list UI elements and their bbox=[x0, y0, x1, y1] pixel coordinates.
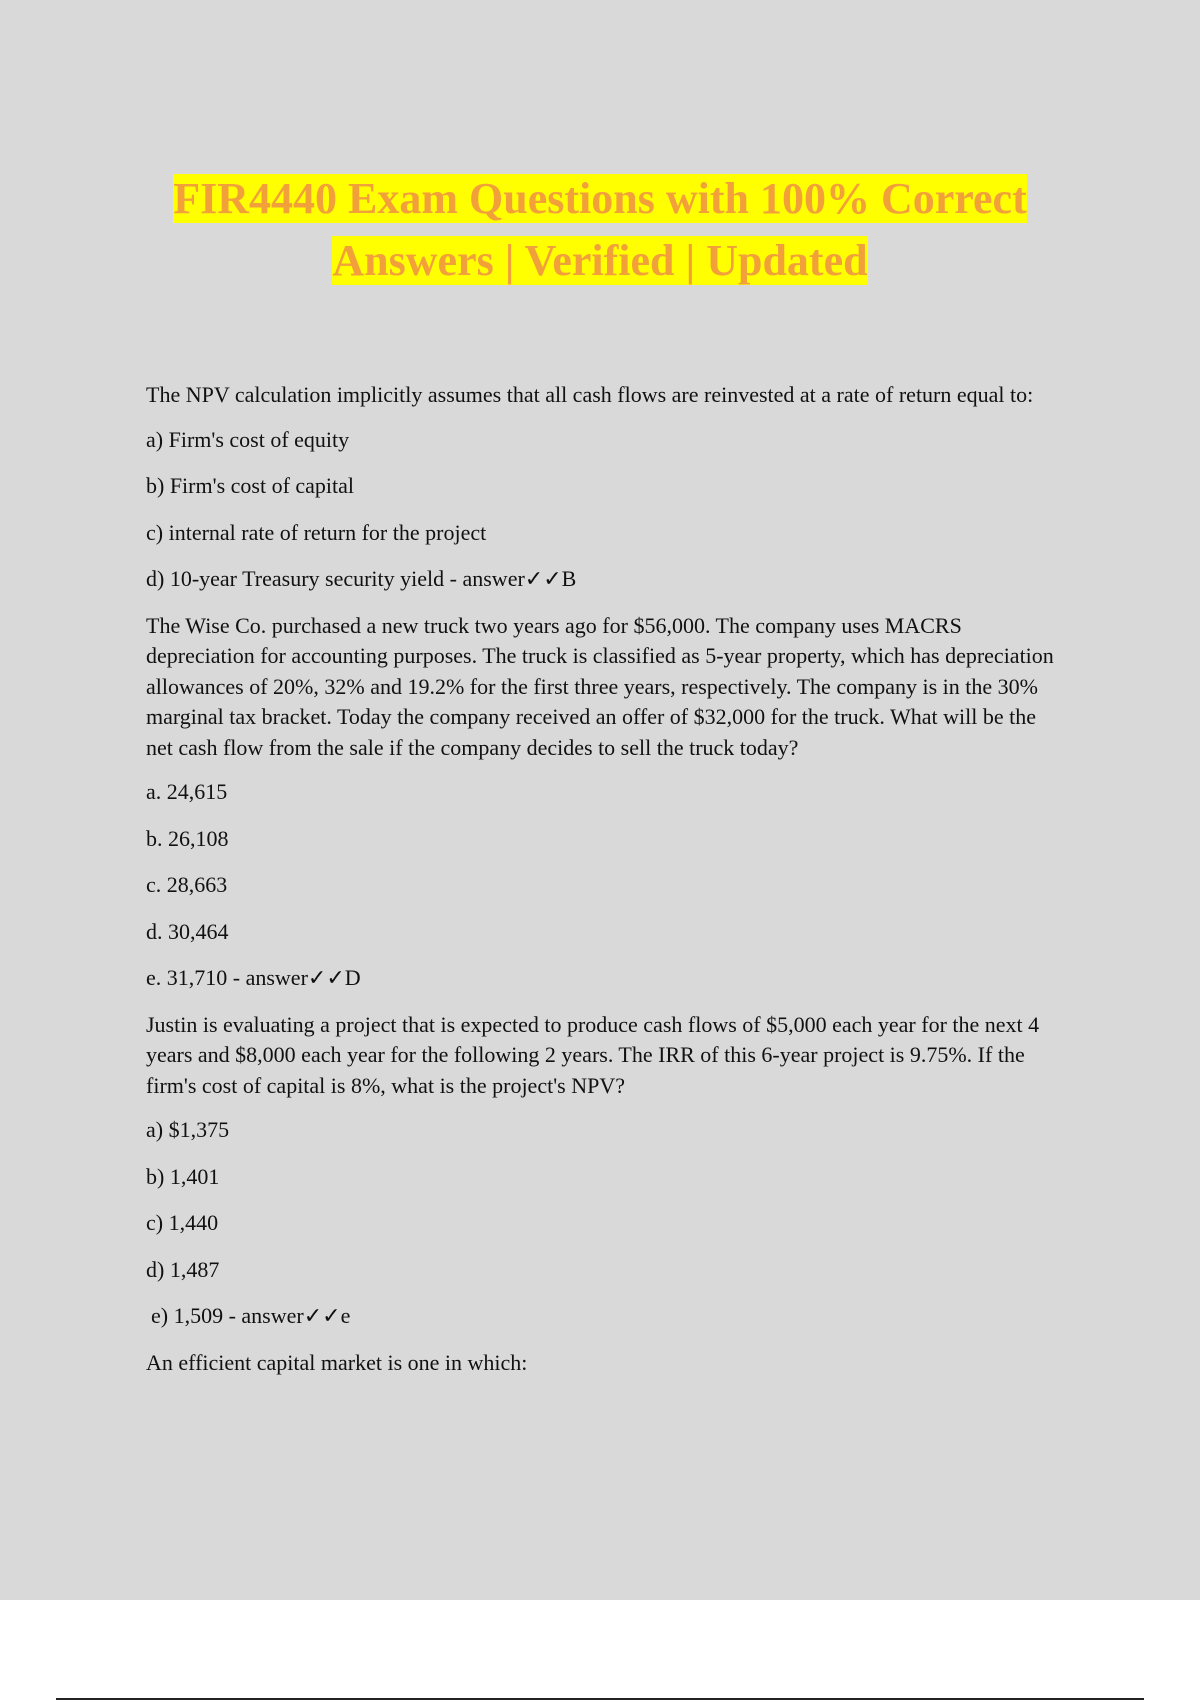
questions-body bbox=[146, 380, 1066, 1392]
document-title bbox=[0, 168, 1200, 292]
question-2-option-c: c. 28,663 bbox=[146, 872, 228, 897]
title-line-1: FIR4440 Exam Questions with 100% Correct bbox=[173, 174, 1027, 223]
question-2-option-e: e. 31,710 - answer✓✓D bbox=[146, 965, 361, 990]
question-3-option-b: b) 1,401 bbox=[146, 1163, 220, 1189]
question-1-option-a: a) Firm's cost of equity bbox=[146, 426, 350, 452]
question-3-option-c: c) 1,440 bbox=[146, 1210, 219, 1235]
question-1-prompt: The NPV calculation implicitly assumes that all cash flows are reinvested at a rate of return equal to: bbox=[146, 382, 1034, 407]
question-3-option-a: a) $1,375 bbox=[146, 1117, 230, 1142]
question-2-option-d: d. 30,464 bbox=[146, 918, 229, 944]
title-line-2: Answers | Verified | Updated bbox=[332, 236, 868, 285]
question-2-option-a: a. 24,615 bbox=[146, 779, 228, 804]
question-4-prompt: An efficient capital market is one in which: bbox=[146, 1349, 528, 1375]
question-1-option-c: c) internal rate of return for the project bbox=[146, 519, 487, 545]
question-2-option-b: b. 26,108 bbox=[146, 825, 229, 851]
question-1-option-d: d) 10-year Treasury security yield - answer✓✓B bbox=[146, 566, 577, 591]
question-3-option-e: e) 1,509 - answer✓✓e bbox=[151, 1303, 351, 1328]
question-3-option-d: d) 1,487 bbox=[146, 1256, 220, 1282]
question-1-option-b: b) Firm's cost of capital bbox=[146, 473, 355, 498]
question-3-prompt: Justin is evaluating a project that is expected to produce cash flows of $5,000 each year for the next 4 years and $8,000 each year for the following 2 years. The IRR of this 6-year project is 9.75%. If the firm's cost of capital is 8%, what is the project's NPV? bbox=[146, 1011, 1040, 1098]
question-2-prompt: The Wise Co. purchased a new truck two years ago for $56,000. The company uses MACRS depreciation for accounting purposes. The truck is classified as 5-year property, which has depreciation allowances of 20%, 32% and 19.2% for the first three years, respectively. The company is in the 30% marginal tax bracket. Today the company received an offer of $32,000 for the truck. What will be the net cash flow from the sale if the company decides to sell the truck today? bbox=[146, 612, 1054, 760]
